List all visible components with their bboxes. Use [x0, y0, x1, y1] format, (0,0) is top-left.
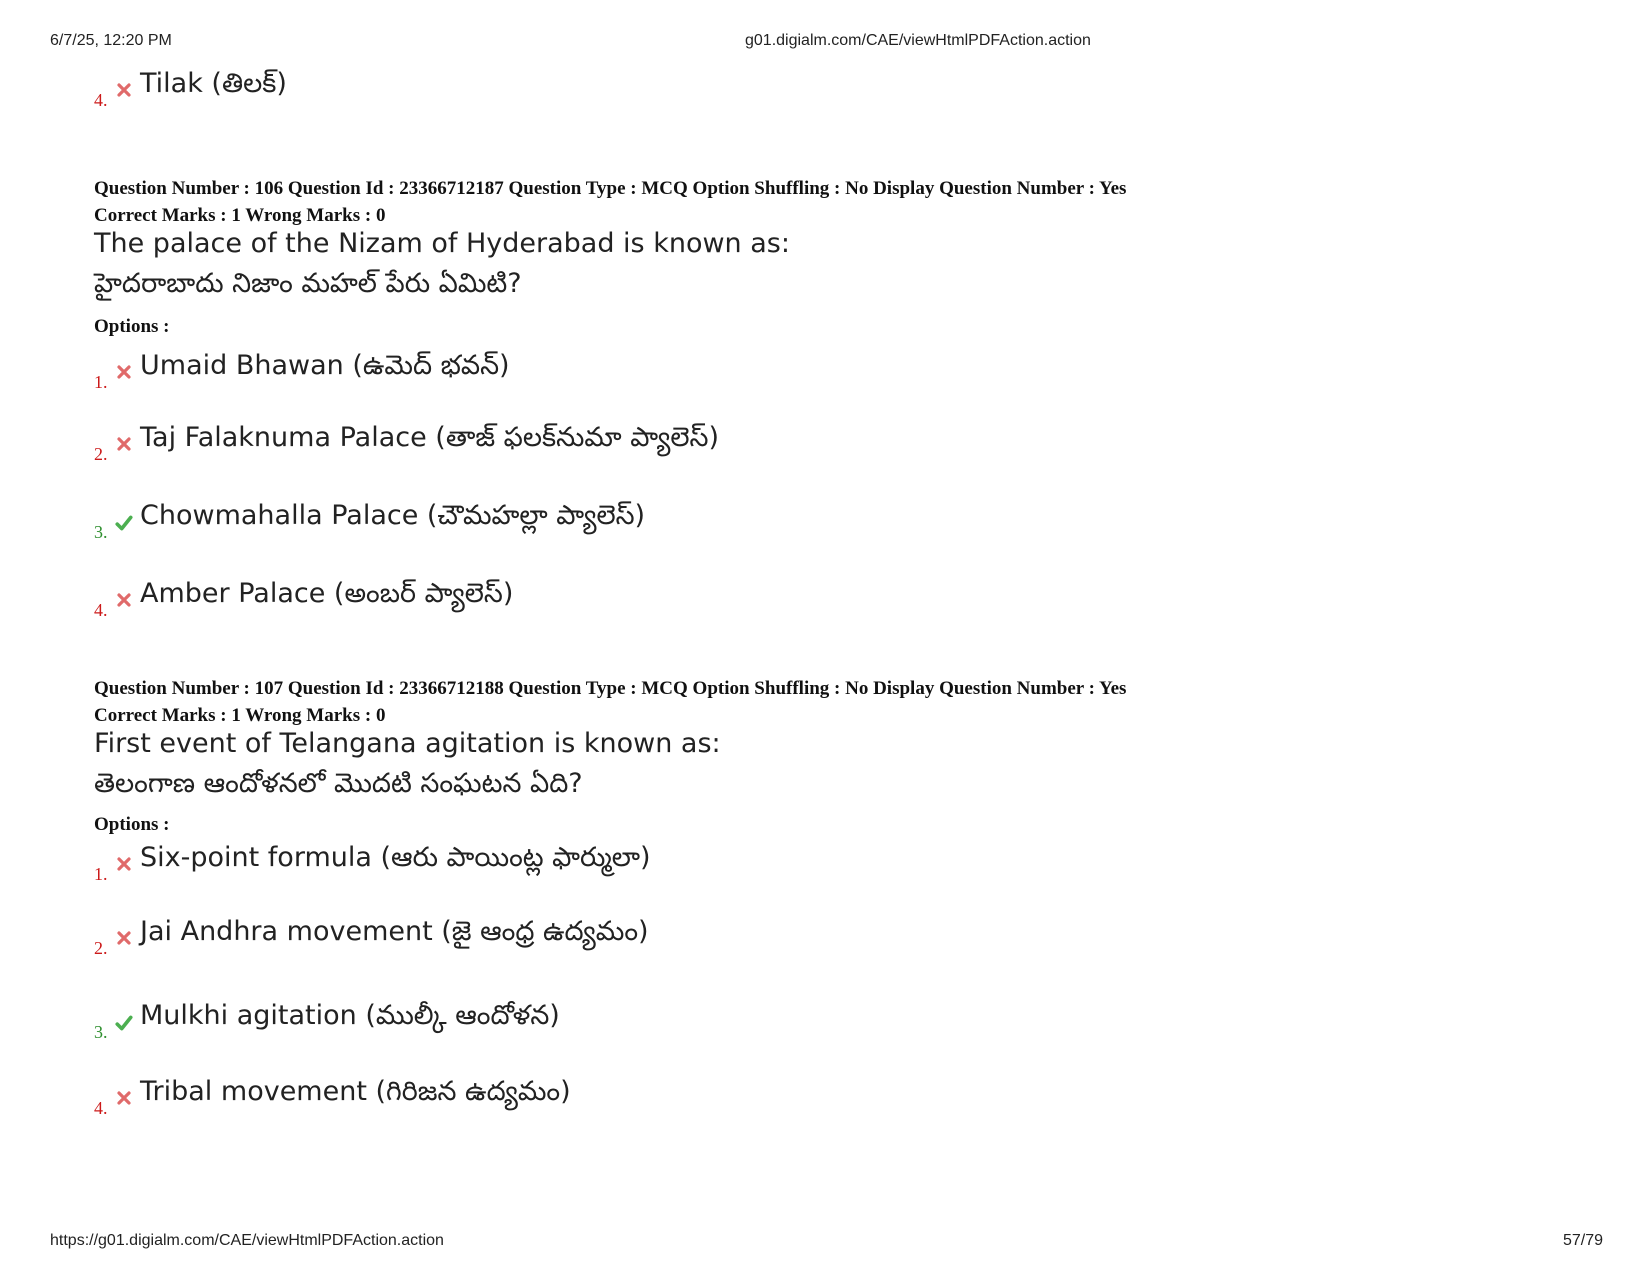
question-meta: Question Number : 106 Question Id : 23366712187 Question Type : MCQ Option Shuffling : No Display Question Number : Yes: [94, 178, 1127, 199]
question-meta: Question Number : 107 Question Id : 23366712188 Question Type : MCQ Option Shuffling : No Display Question Number : Yes: [94, 678, 1127, 699]
cross-icon: [116, 436, 132, 452]
option-text: Tilak (తిలక్): [140, 68, 287, 99]
cross-icon: [116, 930, 132, 946]
cross-icon: [116, 592, 132, 608]
option-text: Tribal movement (గిరిజన ఉద్యమం): [140, 1076, 571, 1107]
options-label: Options :: [94, 814, 170, 835]
option-text: Taj Falaknuma Palace (తాజ్ ఫలక్‌నుమా ప్యాలెస్): [140, 422, 720, 453]
option-number: 3.: [94, 522, 108, 542]
page-number: 57/79: [1563, 1232, 1604, 1249]
option-number: 4.: [94, 1098, 108, 1118]
question-text-telugu: తెలంగాణ ఆందోళనలో మొదటి సంఘటన ఏది?: [94, 768, 583, 799]
option-number: 2.: [94, 444, 108, 464]
option-number: 3.: [94, 1022, 108, 1042]
question-marks: Correct Marks : 1 Wrong Marks : 0: [94, 205, 386, 226]
question-marks: Correct Marks : 1 Wrong Marks : 0: [94, 705, 386, 726]
option-text: Six-point formula (ఆరు పాయింట్ల ఫార్ములా): [140, 842, 651, 873]
question-text-english: The palace of the Nizam of Hyderabad is known as:: [94, 228, 790, 259]
option-text: Mulkhi agitation (ముల్కీ ఆందోళన): [140, 1000, 560, 1031]
footer-url: https://g01.digialm.com/CAE/viewHtmlPDFAction.action: [50, 1232, 444, 1249]
check-icon: [114, 1014, 134, 1032]
check-icon: [114, 514, 134, 532]
option-number: 1.: [94, 372, 108, 392]
cross-icon: [116, 856, 132, 872]
cross-icon: [116, 1090, 132, 1106]
option-text: Amber Palace (అంబర్ ప్యాలెస్): [140, 578, 514, 609]
option-number: 2.: [94, 938, 108, 958]
option-number: 1.: [94, 864, 108, 884]
options-label: Options :: [94, 316, 170, 337]
cross-icon: [116, 82, 132, 98]
option-number: 4.: [94, 90, 108, 110]
option-number: 4.: [94, 600, 108, 620]
print-datetime: 6/7/25, 12:20 PM: [50, 32, 172, 49]
question-text-telugu: హైదరాబాదు నిజాం మహల్ పేరు ఏమిటి?: [94, 268, 522, 299]
print-url: g01.digialm.com/CAE/viewHtmlPDFAction.action: [745, 32, 1091, 49]
question-text-english: First event of Telangana agitation is known as:: [94, 728, 721, 759]
option-text: Umaid Bhawan (ఉమెద్ భవన్): [140, 350, 510, 381]
option-text: Chowmahalla Palace (చౌమహల్లా ప్యాలెస్): [140, 500, 646, 531]
option-text: Jai Andhra movement (జై ఆంధ్ర ఉద్యమం): [140, 916, 649, 947]
cross-icon: [116, 364, 132, 380]
